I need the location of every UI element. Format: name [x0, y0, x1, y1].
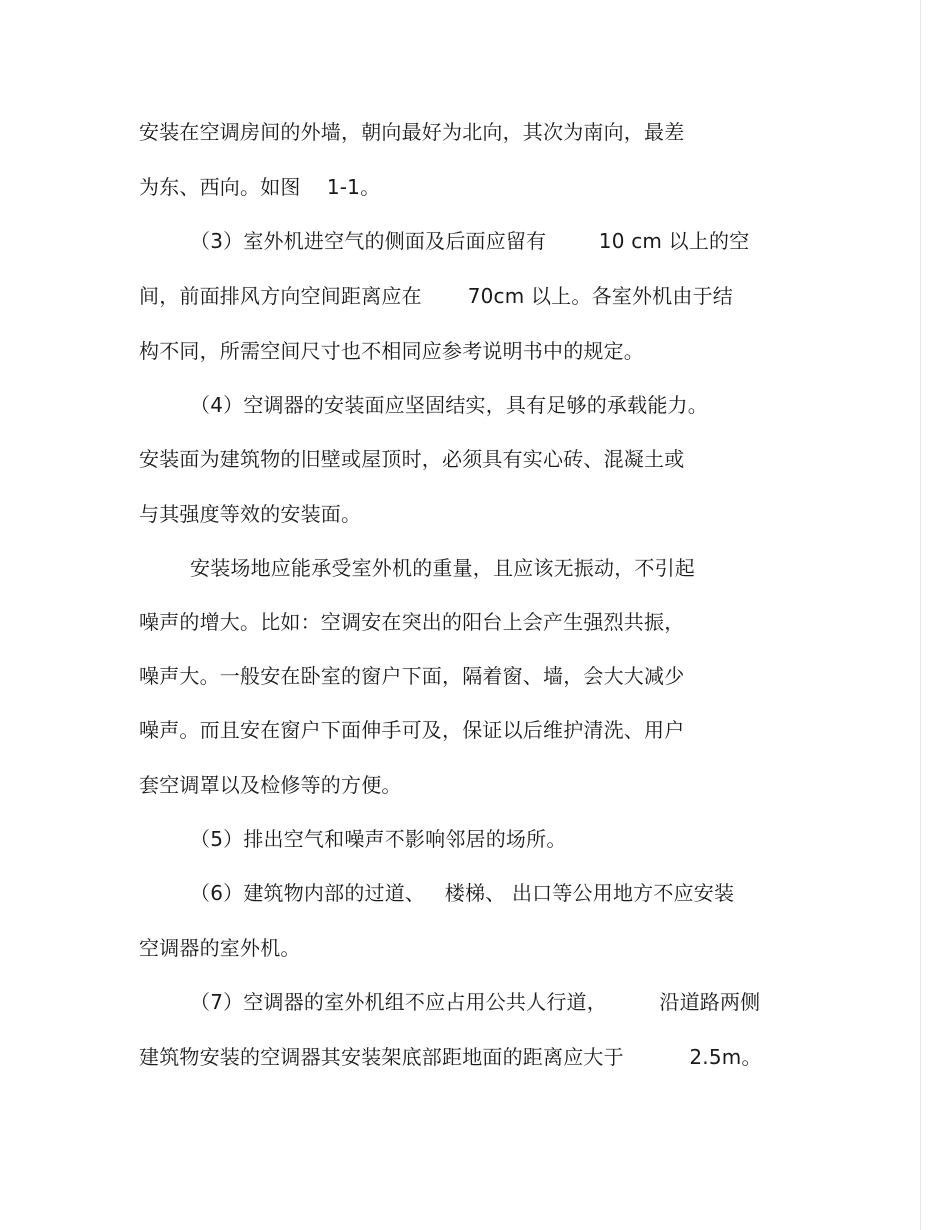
text-line: 安装场地应能承受室外机的重量，且应该无振动，不引起 [190, 556, 695, 580]
text-line: 安装在空调房间的外墙，朝向最好为北向，其次为南向，最差 [139, 120, 685, 144]
text-line: 安装面为建筑物的旧壁或屋顶时，必须具有实心砖、混凝土或 [139, 447, 685, 471]
text-line: 构不同，所需空间尺寸也不相同应参考说明书中的规定。 [139, 339, 644, 363]
text-line: 空调器的室外机。 [139, 936, 301, 960]
text-line: （6）建筑物内部的过道、 楼梯、 出口等公用地方不应安装 [190, 881, 735, 905]
text-line: （3）室外机进空气的侧面及后面应留有 10 cm 以上的空 [190, 229, 750, 253]
text-line: 与其强度等效的安装面。 [139, 502, 362, 526]
text-line: 套空调罩以及检修等的方便。 [139, 773, 402, 797]
text-line: 为东、西向。如图 1-1。 [139, 175, 381, 199]
text-line: 噪声。而且安在窗户下面伸手可及，保证以后维护清洗、用户 [139, 718, 685, 742]
text-line: （7）空调器的室外机组不应占用公共人行道， 沿道路两侧 [190, 990, 761, 1014]
text-line: 噪声大。一般安在卧室的窗户下面，隔着窗、墙，会大大减少 [139, 664, 685, 688]
text-line: （5）排出空气和噪声不影响邻居的场所。 [190, 827, 567, 851]
text-line: 建筑物安装的空调器其安装架底部距地面的距离应大于 2.5m。 [139, 1045, 762, 1069]
text-line: （4）空调器的安装面应坚固结实，具有足够的承载能力。 [190, 393, 708, 417]
text-line: 间，前面排风方向空间距离应在 70cm 以上。各室外机由于结 [139, 284, 733, 308]
page-edge-divider [920, 0, 921, 1230]
text-line: 噪声的增大。比如：空调安在突出的阳台上会产生强烈共振， [139, 610, 685, 634]
